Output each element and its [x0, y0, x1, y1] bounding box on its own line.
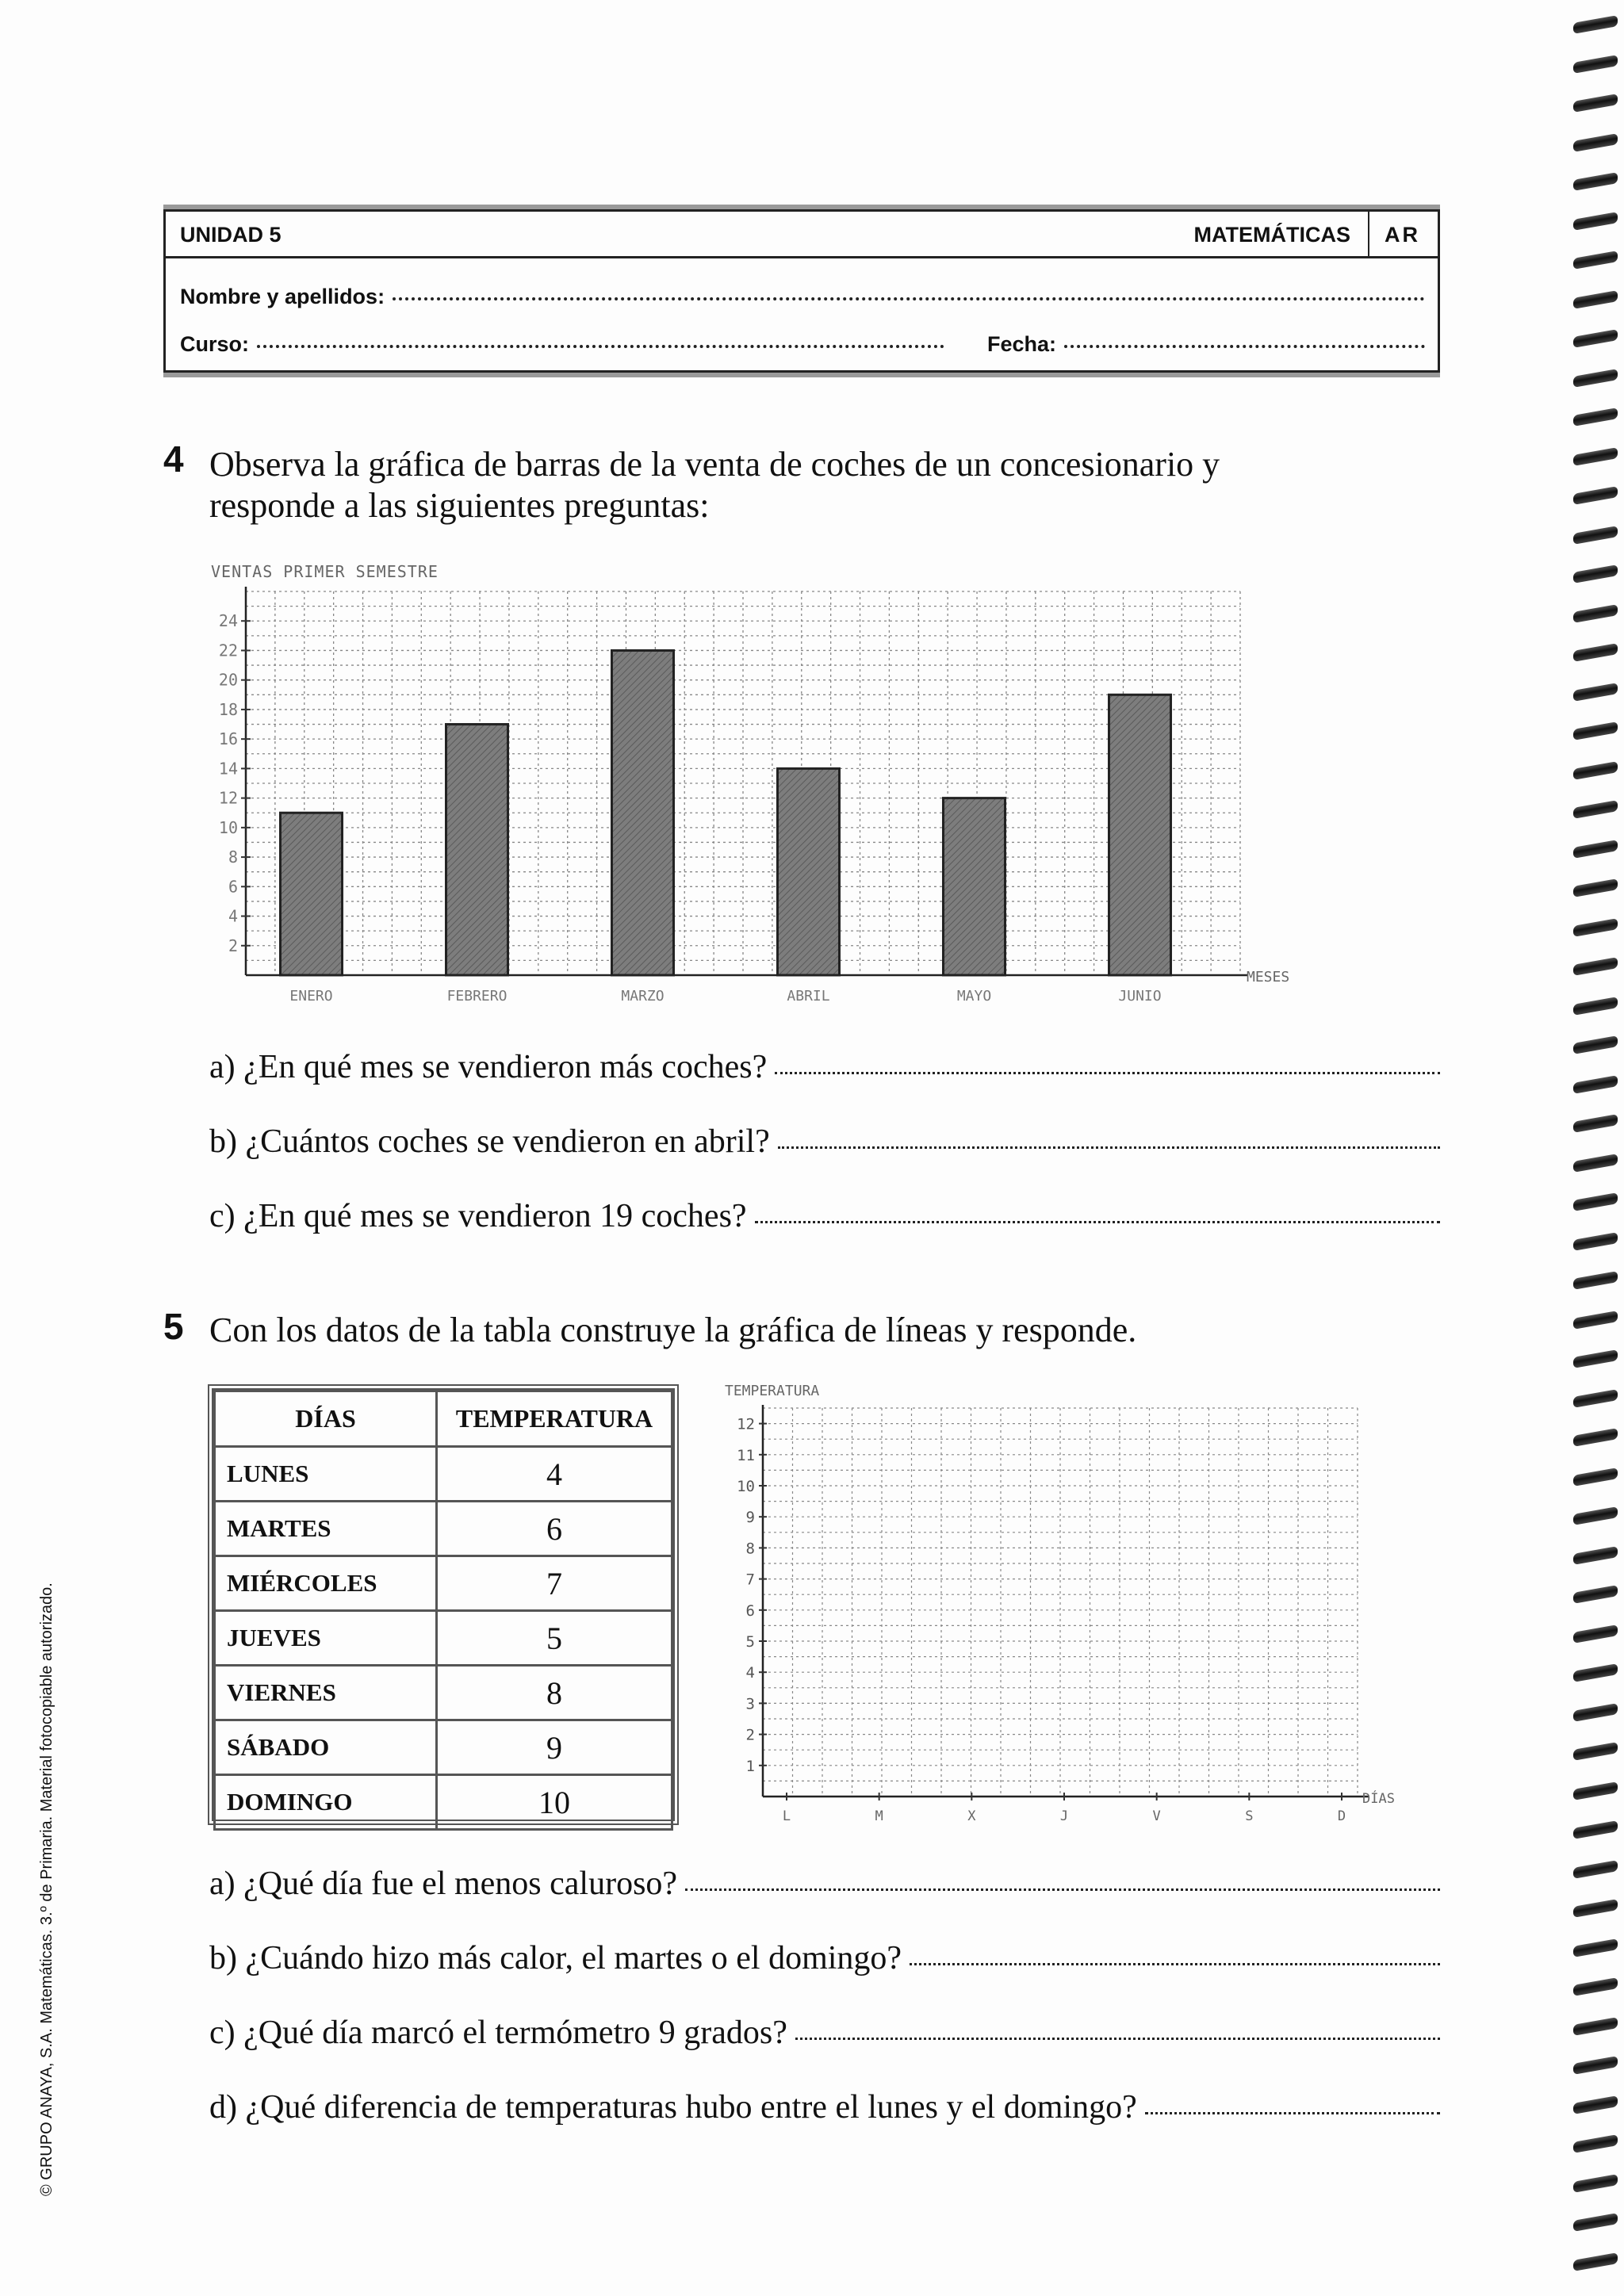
spiral-coil	[1573, 721, 1618, 740]
y-tick-label: 22	[218, 641, 238, 660]
x-axis-label: DÍAS	[1362, 1791, 1395, 1807]
chart-title: TEMPERATURA	[725, 1383, 820, 1399]
spiral-coil	[1573, 290, 1618, 309]
table-row	[215, 1502, 672, 1556]
ex4-question-b[interactable]	[209, 1123, 1440, 1161]
spiral-coil	[1573, 94, 1618, 113]
day-cell: MARTES	[215, 1502, 437, 1556]
ex4-question-a[interactable]	[209, 1048, 1440, 1086]
spiral-coil	[1573, 329, 1618, 348]
spiral-coil	[1573, 957, 1618, 976]
table-row	[215, 1447, 672, 1502]
y-tick-label: 8	[228, 848, 238, 867]
spiral-coil	[1573, 1075, 1618, 1094]
temp-cell: 7	[437, 1556, 672, 1611]
y-tick-label: 2	[745, 1726, 755, 1744]
day-cell: DOMINGO	[215, 1775, 437, 1830]
temp-cell: 6	[437, 1502, 672, 1556]
x-tick-label: ENERO	[289, 988, 333, 1004]
spiral-coil	[1573, 369, 1618, 388]
exercise4-number: 4	[163, 438, 184, 480]
day-cell: VIERNES	[215, 1666, 437, 1720]
answer-dotted-line	[795, 2038, 1440, 2040]
bar-abril	[778, 768, 840, 975]
spiral-coil	[1573, 1468, 1618, 1487]
copyright-notice: © GRUPO ANAYA, S.A. Matemáticas. 3.º de Primaria. Material fotocopiable autorizado.	[38, 1582, 56, 2196]
spiral-coil	[1573, 1546, 1618, 1565]
spiral-coil	[1573, 840, 1618, 859]
y-tick-label: 2	[228, 936, 238, 955]
answer-dotted-line	[778, 1146, 1440, 1149]
spiral-coil	[1573, 878, 1618, 897]
spiral-coil	[1573, 604, 1618, 623]
spiral-coil	[1573, 1035, 1618, 1054]
answer-dotted-line	[910, 1963, 1440, 1965]
course-label: Curso:	[180, 332, 249, 356]
x-tick-label: X	[967, 1808, 976, 1824]
ex4-question-a-text: a) ¿En qué mes se vendieron más coches?	[209, 1049, 768, 1085]
bar-marzo	[612, 650, 674, 975]
ex5-question-a-text: a) ¿Qué día fue el menos caluroso?	[209, 1866, 678, 1902]
ex4-question-c-text: c) ¿En qué mes se vendieron 19 coches?	[209, 1198, 747, 1234]
chart-axes	[763, 1405, 1369, 1797]
spiral-coil	[1573, 15, 1618, 34]
ex5-question-c-text: c) ¿Qué día marcó el termómetro 9 grados?	[209, 2015, 787, 2051]
header-divider	[1368, 212, 1369, 256]
spiral-coil	[1573, 1349, 1618, 1368]
y-tick-label: 1	[745, 1757, 755, 1775]
name-dotted-line	[393, 297, 1425, 300]
y-tick-label: 12	[737, 1415, 755, 1433]
date-label: Fecha:	[987, 332, 1057, 356]
spiral-coil	[1573, 251, 1618, 270]
y-tick-label: 16	[218, 729, 238, 749]
ex5-question-d-text: d) ¿Qué diferencia de temperaturas hubo entre el lunes y el domingo?	[209, 2089, 1137, 2126]
answer-dotted-line	[755, 1221, 1440, 1223]
spiral-coil	[1573, 1977, 1618, 1996]
x-tick-labels	[289, 988, 1161, 1004]
x-tick-label: V	[1152, 1808, 1161, 1824]
x-tick-label: J	[1059, 1808, 1069, 1824]
date-dotted-line	[1064, 345, 1425, 348]
unit-label: UNIDAD 5	[180, 223, 282, 247]
header-title-row	[166, 212, 1438, 258]
temp-cell: 10	[437, 1775, 672, 1830]
spiral-coil	[1573, 1389, 1618, 1408]
table-row	[215, 1775, 672, 1830]
line-chart-grid[interactable]	[714, 1376, 1411, 1828]
bar-junio	[1109, 695, 1171, 975]
spiral-coil	[1573, 1154, 1618, 1173]
y-tick-label: 8	[745, 1540, 755, 1558]
spiral-coil	[1573, 2056, 1618, 2075]
x-tick-label: FEBRERO	[446, 988, 508, 1004]
answer-dotted-line	[1145, 2112, 1440, 2114]
ex4-question-b-text: b) ¿Cuántos coches se vendieron en abril?	[209, 1123, 770, 1160]
y-tick-label: 4	[228, 906, 238, 926]
spiral-coil	[1573, 408, 1618, 427]
spiral-coil	[1573, 1311, 1618, 1330]
spiral-coil	[1573, 1624, 1618, 1644]
ex5-question-a[interactable]	[209, 1865, 1440, 1903]
y-tick-label: 10	[737, 1478, 755, 1495]
x-tick-label: D	[1337, 1808, 1346, 1824]
header-box	[163, 209, 1440, 373]
y-tick-label: 24	[218, 611, 238, 631]
spiral-coil	[1573, 1742, 1618, 1761]
spiral-coil	[1573, 1860, 1618, 1879]
ex5-question-b-text: b) ¿Cuándo hizo más calor, el martes o el domingo?	[209, 1940, 902, 1976]
answer-dotted-line	[775, 1072, 1440, 1074]
y-tick-label: 6	[745, 1601, 755, 1620]
name-label: Nombre y apellidos:	[180, 285, 385, 308]
spiral-coil	[1573, 447, 1618, 466]
day-cell: LUNES	[215, 1447, 437, 1502]
spiral-coil	[1573, 2017, 1618, 2036]
chart-grid	[763, 1408, 1358, 1797]
spiral-coil	[1573, 1781, 1618, 1800]
name-field[interactable]	[180, 285, 1425, 309]
spiral-coil	[1573, 1663, 1618, 1682]
level-label: AR	[1385, 223, 1420, 247]
temp-cell: 5	[437, 1611, 672, 1666]
x-tick-label: L	[782, 1808, 791, 1824]
spiral-coil	[1573, 1506, 1618, 1525]
chart-title: VENTAS PRIMER SEMESTRE	[211, 562, 439, 581]
spiral-coil	[1573, 2213, 1618, 2232]
y-tick-label: 5	[745, 1633, 755, 1651]
y-tick-label: 7	[745, 1571, 755, 1589]
header-temperature: TEMPERATURA	[437, 1391, 672, 1447]
temp-cell: 4	[437, 1447, 672, 1502]
spiral-coil	[1573, 1820, 1618, 1839]
course-field[interactable]	[180, 332, 944, 357]
day-cell: JUEVES	[215, 1611, 437, 1666]
spiral-coil	[1573, 133, 1618, 152]
spiral-coil	[1573, 1703, 1618, 1722]
chart-axes	[246, 587, 1248, 975]
ex5-question-c[interactable]	[209, 2014, 1440, 2052]
spiral-coil	[1573, 2095, 1618, 2114]
exercise5-number: 5	[163, 1306, 184, 1347]
spiral-coil	[1573, 800, 1618, 819]
spiral-coil	[1573, 212, 1618, 231]
table-row	[215, 1666, 672, 1720]
spiral-coil	[1573, 564, 1618, 584]
subject-label: MATEMÁTICAS	[1193, 223, 1350, 247]
x-tick-label: JUNIO	[1118, 988, 1162, 1004]
y-tick-label: 11	[737, 1446, 755, 1464]
x-tick-label: S	[1245, 1808, 1254, 1824]
temperature-table	[208, 1384, 679, 1825]
chart-grid	[246, 591, 1240, 975]
date-field[interactable]	[987, 332, 1425, 357]
table-row	[215, 1720, 672, 1775]
spiral-coil	[1573, 683, 1618, 702]
spiral-coil	[1573, 1271, 1618, 1290]
spiral-coil	[1573, 1428, 1618, 1447]
y-tick-label: 10	[218, 817, 238, 837]
exercise5-statement: Con los datos de la tabla construye la gráfica de líneas y responde.	[209, 1311, 1137, 1349]
spiral-coil	[1573, 1232, 1618, 1251]
spiral-coil	[1573, 1938, 1618, 1957]
bar-enero	[281, 813, 343, 975]
spiral-coil	[1573, 2252, 1618, 2271]
spiral-coil	[1573, 1585, 1618, 1604]
bar-febrero	[446, 725, 508, 975]
spiral-coil	[1573, 997, 1618, 1016]
table-header-row	[215, 1391, 672, 1447]
ex5-question-b[interactable]	[209, 1939, 1440, 1977]
x-tick-label: MAYO	[956, 988, 992, 1004]
x-axis-label: MESES	[1247, 969, 1290, 985]
x-tick-label: MARZO	[621, 988, 665, 1004]
y-tick-label: 14	[218, 759, 238, 779]
day-cell: SÁBADO	[215, 1720, 437, 1775]
spiral-coil	[1573, 55, 1618, 74]
x-tick-label: M	[875, 1808, 883, 1824]
ex4-question-c[interactable]	[209, 1197, 1440, 1235]
answer-dotted-line	[685, 1888, 1440, 1891]
spiral-coil	[1573, 486, 1618, 505]
spiral-coil	[1573, 2134, 1618, 2153]
table-row	[215, 1611, 672, 1666]
x-tick-label: ABRIL	[787, 988, 830, 1004]
table-row	[215, 1556, 672, 1611]
y-tick-label: 20	[218, 670, 238, 690]
spiral-coil	[1573, 643, 1618, 662]
day-cell: MIÉRCOLES	[215, 1556, 437, 1611]
spiral-coil	[1573, 1899, 1618, 1918]
temp-cell: 8	[437, 1666, 672, 1720]
y-tick-label: 9	[745, 1509, 755, 1527]
spiral-coil	[1573, 1114, 1618, 1133]
header-days: DÍAS	[215, 1391, 437, 1447]
temp-cell: 9	[437, 1720, 672, 1775]
course-dotted-line	[257, 345, 944, 348]
bar-mayo	[944, 798, 1005, 975]
y-tick-label: 4	[745, 1664, 755, 1682]
exercise4-statement: Observa la gráfica de barras de la venta de coches de un concesionario y responde a las siguientes preguntas:	[209, 445, 1220, 525]
spiral-coil	[1573, 918, 1618, 937]
spiral-coil	[1573, 2174, 1618, 2193]
spiral-binding	[1564, 0, 1624, 2296]
ex5-question-d[interactable]	[209, 2088, 1440, 2126]
spiral-coil	[1573, 526, 1618, 545]
y-tick-label: 12	[218, 788, 238, 808]
y-tick-label: 3	[745, 1695, 755, 1713]
bar-chart	[182, 555, 1332, 1015]
spiral-coil	[1573, 1192, 1618, 1211]
spiral-coil	[1573, 761, 1618, 780]
spiral-coil	[1573, 172, 1618, 191]
y-tick-label: 6	[228, 877, 238, 897]
y-tick-label: 18	[218, 699, 238, 719]
